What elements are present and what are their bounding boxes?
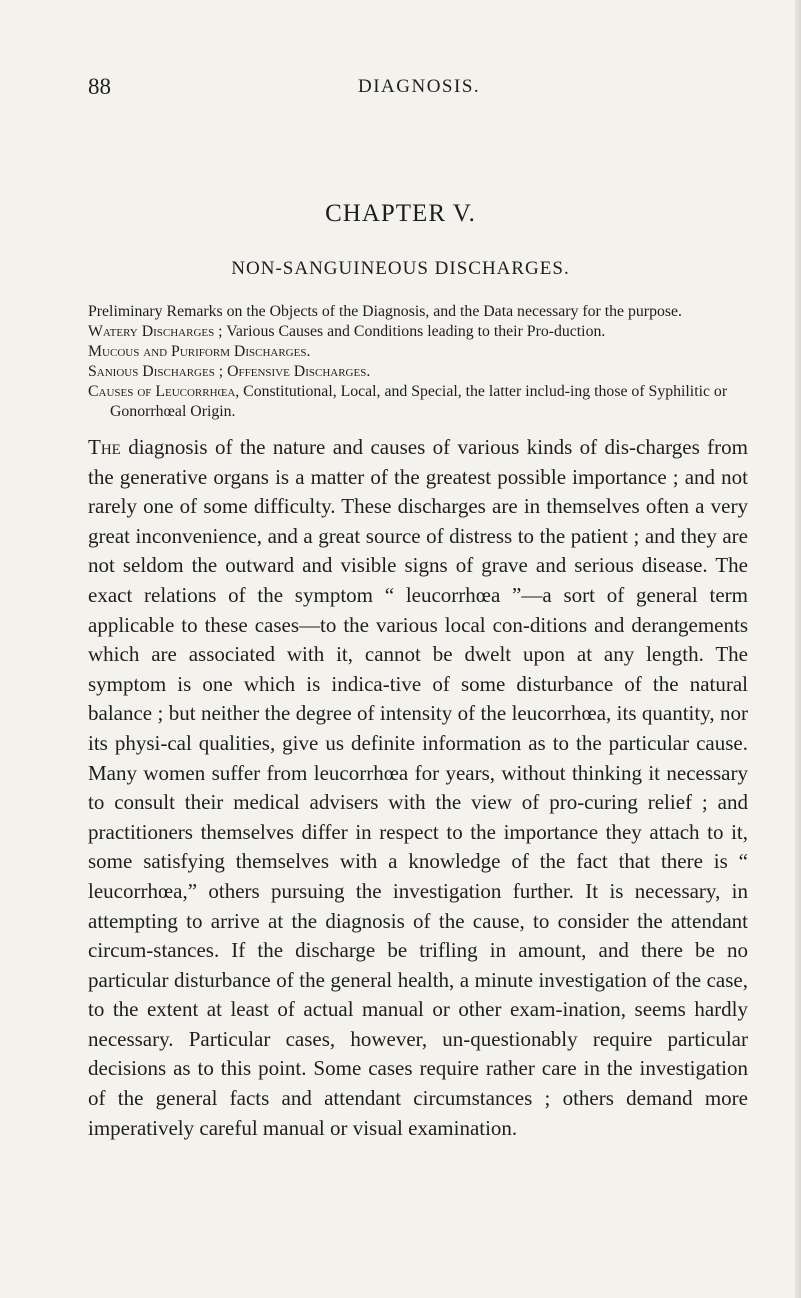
chapter-contents (88, 302, 748, 422)
paragraph-text: diagnosis of the nature and causes of various kinds of dis-charges from the generative organs is a matter of the greatest possible importance ; and not rarely one of some difficulty. These discharges are in themselves often a very great inconvenience, and a great source of distress to the patient ; and they are not seldom the outward and visible signs of grave and serious disease. The exact relations of the symptom “ leucorrhœa ”—a sort of general term applicable to these cases—to the various local con-ditions and derangements which are associated with it, cannot be dwelt upon at any length. The symptom is one which is indica-tive of some disturbance of the natural balance ; but neither the degree of intensity of the leucorrhœa, its quantity, nor its physi-cal qualities, give us definite information as to the particular cause. Many women suffer from leucorrhœa for years, without thinking it necessary to consult their medical advisers with the view of pro-curing relief ; and practitioners themselves differ in respect to the importance they attach to it, some satisfying themselves with a knowledge of the fact that there is “ leucorrhœa,” others pursuing the investigation further. It is necessary, in attempting to arrive at the diagnosis of the cause, to consider the attendant circum-stances. If the discharge be trifling in amount, and there be no particular disturbance of the general health, a minute investigation of the case, to the extent at least of actual manual or other exam-ination, seems hardly necessary. Particular cases, however, un-questionably require particular decisions as to this point. Some cases require rather care in the investigation of the general facts and attendant circumstances ; others demand more imperatively careful manual or visual examination. (88, 435, 748, 1140)
chapter-title: CHAPTER V. (325, 200, 476, 227)
contents-entry (88, 322, 748, 342)
contents-entry-head: Causes of Leucorrhœa, (88, 383, 240, 400)
contents-entry (88, 382, 748, 422)
contents-entry-text: ; Various Causes and Conditions leading to their Pro-duction. (214, 323, 606, 340)
contents-entry-text: Preliminary Remarks on the Objects of the Diagnosis, and the Data necessary for the purpose. (88, 303, 682, 320)
running-head (88, 74, 741, 104)
body-paragraph (88, 433, 748, 1143)
contents-entry-head: Sanious Discharges ; Offensive Discharges. (88, 363, 371, 380)
contents-entry-head: Mucous and Puriform Discharges. (88, 343, 311, 360)
contents-entry (88, 302, 748, 322)
contents-entry (88, 342, 748, 362)
paragraph (88, 433, 748, 1143)
opening-word: The (88, 435, 121, 459)
page-edge-shadow (795, 0, 801, 1298)
contents-entry (88, 362, 748, 382)
running-title: DIAGNOSIS. (358, 76, 481, 97)
contents-entry-head: Watery Discharges (88, 323, 215, 340)
chapter-subject: NON-SANGUINEOUS DISCHARGES. (231, 258, 570, 279)
page-number: 88 (88, 74, 111, 99)
contents-entry-text: Constitutional, Local, and Special, the latter includ-ing those of Syphilitic or Gonorrhœal Origin. (110, 383, 728, 420)
